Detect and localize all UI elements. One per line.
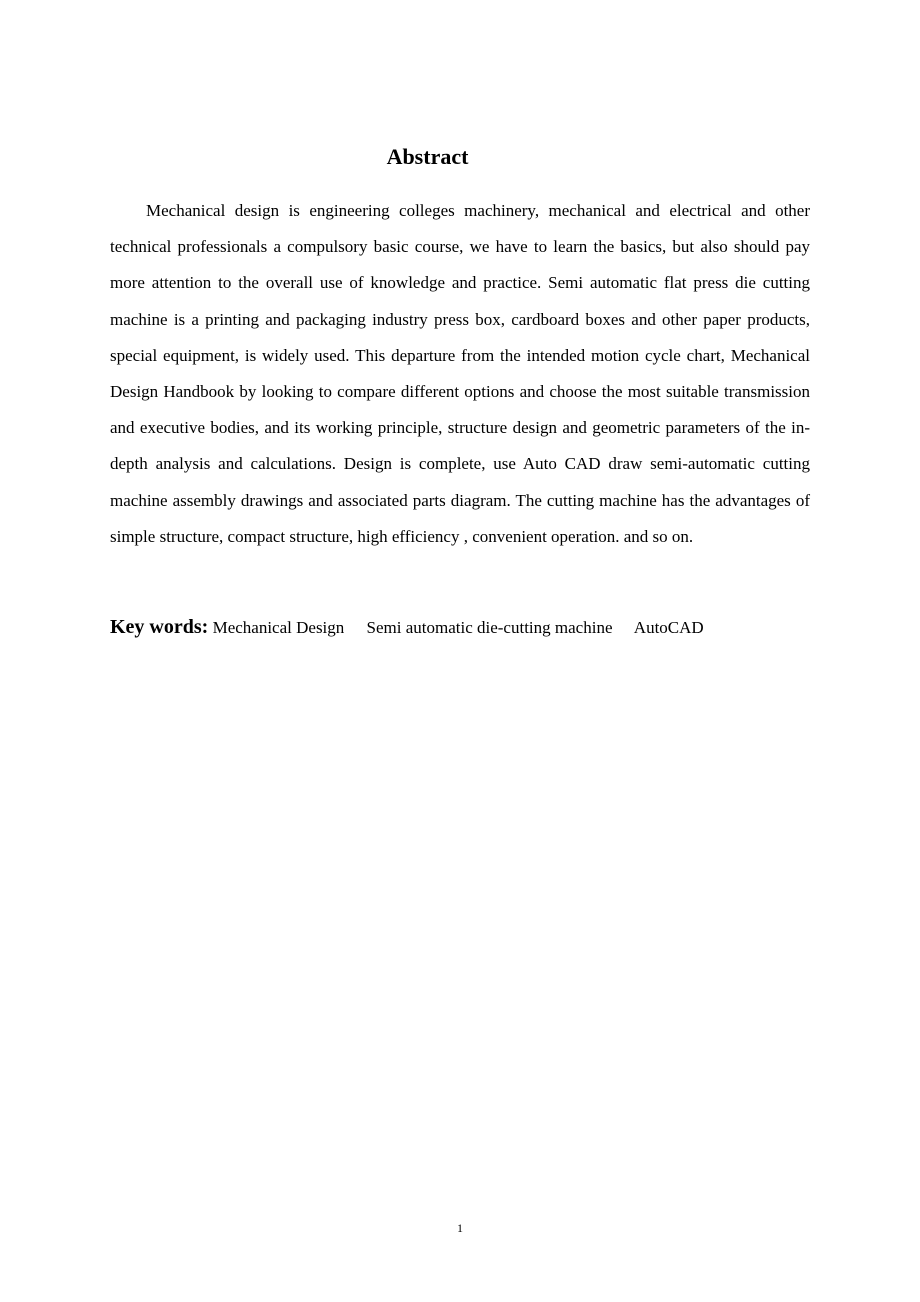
keywords-line [110, 612, 810, 643]
keyword-item: Semi automatic die-cutting machine [366, 618, 613, 637]
keyword-item: AutoCAD [633, 618, 704, 637]
abstract-title: Abstract [386, 144, 469, 169]
page-number: 1 [457, 1221, 463, 1235]
abstract-body: Mechanical design is engineering colleges machinery, mechanical and electrical and other technical professionals a compulsory basic course, we have to learn the basics, but also should pay more attention to the overall use of knowledge and practice. Semi automatic flat press die cutting machine is a printing and packaging industry press box, cardboard boxes and other paper products, special equipment, is widely used. This departure from the intended motion cycle chart, Mechanical Design Handbook by looking to compare different options and choose the most suitable transmission and executive bodies, and its working principle, structure design and geometric parameters of the in-depth analysis and calculations. Design is complete, use Auto CAD draw semi-automatic cutting machine assembly drawings and associated parts diagram. The cutting machine has the advantages of simple structure, compact structure, high efficiency , convenient operation. and so on. [110, 201, 810, 546]
keywords-label: Key words: [110, 616, 209, 638]
keyword-item: Mechanical Design [212, 618, 345, 637]
